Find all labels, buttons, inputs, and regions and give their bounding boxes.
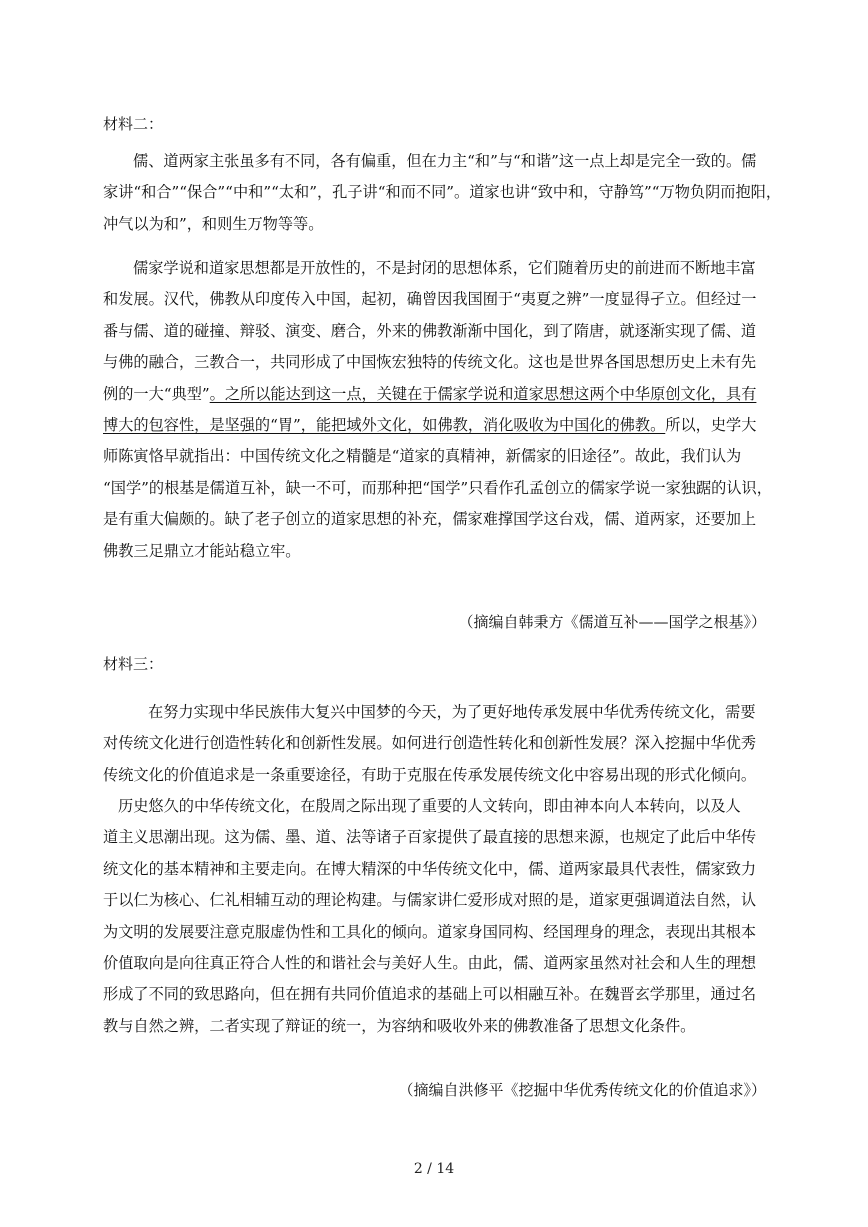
material3-paragraph-1 [103,697,766,791]
plain-text: 例的一大“典型” [103,384,210,403]
plain-text: 所以，史学大 [665,416,757,435]
material3-heading: 材料三： [103,655,164,673]
material2-paragraph-1 [103,146,782,240]
paragraph-line: 是有重大偏颇的。缺了老子创立的道家思想的补充，儒家难撑国学这台戏，儒、道两家，还要加上 [103,510,757,529]
paragraph-line: 为文明的发展要注意克服虚伪性和工具化的倾向。道家身国同构、经国理身的理念，表现出其根本 [103,922,757,941]
paragraph-line: 佛教三足鼎立才能站稳立牢。 [103,541,301,560]
paragraph-line: 于以仁为核心、仁礼相辅互动的理论构建。与儒家讲仁爱形成对照的是，道家更强调道法自然，认 [103,891,757,910]
paragraph-line: 与佛的融合，三教合一，共同形成了中国恢宏独特的传统文化。这也是世界各国思想历史上未有先 [103,353,757,372]
paragraph-line: 儒家学说和道家思想都是开放性的，不是封闭的思想体系，它们随着历史的前进而不断地丰富 [133,259,756,277]
paragraph-line: 教与自然之辨，二者实现了辩证的统一，为容纳和吸收外来的佛教准备了思想文化条件。 [103,1016,696,1035]
paragraph-line [103,410,766,441]
paragraph-line: 儒、道两家主张虽多有不同，各有偏重，但在力主“和”与“和谐”这一点上却是完全一致的。儒 [133,152,757,170]
material2-heading: 材料二： [103,115,164,133]
paragraph-line: “国学”的根基是儒道互补，缺一不可，而那种把“国学”只看作孔孟创立的儒家学说一家独踞的认识， [103,478,772,497]
underlined-text: 博大的包容性，是坚强的“胃”，能把域外文化，如佛教，消化吸收为中国化的佛教。 [103,416,666,435]
paragraph-line: 师陈寅恪早就指出：中国传统文化之精髓是“道家的真精神，新儒家的旧途径”。故此，我们认为 [103,447,742,466]
paragraph-line: 历史悠久的中华传统文化，在殷周之际出现了重要的人文转向，即由神本向人本转向，以及人 [118,797,741,815]
paragraph-line: 番与儒、道的碰撞、辩驳、演变、磨合，外来的佛教渐渐中国化，到了隋唐，就逐渐实现了儒、道 [103,321,757,340]
paragraph-line: 传统文化的价值追求是一条重要途径，有助于克服在传承发展传统文化中容易出现的形式化倾向。 [103,765,757,784]
paragraph-line: 家讲“和合”“保合”“中和”“太和”，孔子讲“和而不同”。道家也讲“致中和，守静笃”“万物负阴而抱阳， [103,183,782,202]
paragraph-line: 价值取向是向往真正符合人性的和谐社会与美好人生。由此，儒、道两家虽然对社会和人生的理想 [103,954,757,973]
paragraph-line: 形成了不同的致思路向，但在拥有共同价值追求的基础上可以相融互补。在魏晋玄学那里，通过名 [103,985,757,1004]
paragraph-line: 和发展。汉代，佛教从印度传入中国，起初，确曾因我国囿于“夷夏之辨”一度显得孑立。但经过一 [103,290,757,309]
material3-paragraph-2 [103,791,766,1042]
paragraph-line: 道主义思潮出现。这为儒、墨、道、法等诸子百家提供了最直接的思想来源，也规定了此后中华传 [103,828,757,847]
paragraph-line: 冲气以为和”，和则生万物等等。 [103,214,324,233]
page-indicator: 2 / 14 [413,1161,455,1177]
material2-source: （摘编自韩秉方《儒道互补——国学之根基》） [458,613,766,631]
material3-source: （摘编自洪修平《挖掘中华优秀传统文化的价值追求》） [398,1081,766,1099]
paragraph-line: 在努力实现中华民族伟大复兴中国梦的今天，为了更好地传承发展中华优秀传统文化，需要 [148,703,756,721]
underlined-text: 。之所以能达到这一点，关键在于儒家学说和道家思想这两个中华原创文化，具有 [209,384,757,403]
paragraph-line: 对传统文化进行创造性转化和创新性发展。如何进行创造性转化和创新性发展？深入挖掘中华优秀 [103,734,757,753]
paragraph-line: 统文化的基本精神和主要走向。在博大精深的中华传统文化中，儒、道两家最具代表性，儒家致力 [103,859,757,878]
paragraph-line [103,379,766,410]
material2-paragraph-2 [103,253,772,567]
